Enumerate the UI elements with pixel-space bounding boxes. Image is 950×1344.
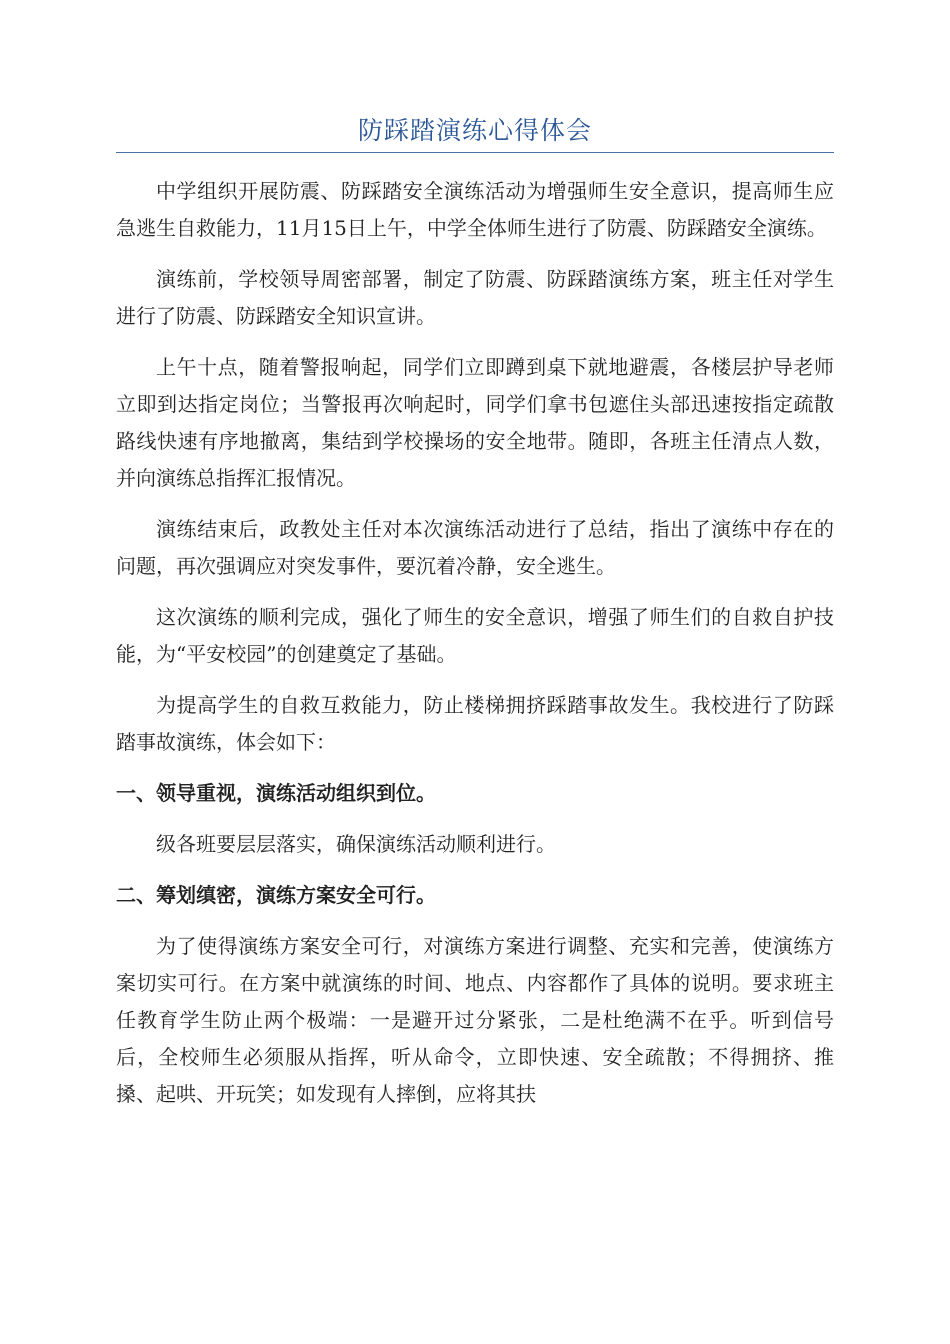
- section-body-1: 级各班要层层落实，确保演练活动顺利进行。: [156, 832, 556, 856]
- section-body-2: 为了使得演练方案安全可行，对演练方案进行调整、充实和完善，使演练方案切实可行。在方案中就演练的时间、地点、内容都作了具体的说明。要求班主任教育学生防止两个极端：一是避开过分紧张，二是杜绝满不在乎。听到信号后，全校师生必须服从指挥，听从命令，立即快速、安全疏散；不得拥挤、推搡、起哄、开玩笑；如发现有人摔倒，应将其扶: [116, 934, 834, 1106]
- paragraph-summary: 演练结束后，政教处主任对本次演练活动进行了总结，指出了演练中存在的问题，再次强调应对突发事件，要沉着冷静，安全逃生。: [116, 517, 834, 578]
- section-heading-1: 一、领导重视，演练活动组织到位。: [116, 781, 436, 805]
- document-title: 防踩踏演练心得体会: [357, 116, 592, 145]
- document-page: [116, 112, 834, 1127]
- paragraph-preparation: 演练前，学校领导周密部署，制定了防震、防踩踏演练方案，班主任对学生进行了防震、防踩踏安全知识宣讲。: [116, 267, 834, 328]
- paragraph-drill-process: 上午十点，随着警报响起，同学们立即蹲到桌下就地避震，各楼层护导老师立即到达指定岗位；当警报再次响起时，同学们拿书包遮住头部迅速按指定疏散路线快速有序地撤离，集结到学校操场的安全地带。随即，各班主任清点人数，并向演练总指挥汇报情况。: [116, 355, 834, 490]
- paragraph-reflection-intro: 为提高学生的自救互救能力，防止楼梯拥挤踩踏事故发生。我校进行了防踩踏事故演练，体会如下：: [116, 693, 834, 754]
- paragraph-intro: 中学组织开展防震、防踩踏安全演练活动为增强师生安全意识，提高师生应急逃生自救能力，11月15日上午，中学全体师生进行了防震、防踩踏安全演练。: [116, 179, 834, 240]
- section-heading-2: 二、筹划缜密，演练方案安全可行。: [116, 883, 436, 907]
- title-underline: [116, 152, 834, 153]
- paragraph-outcome: 这次演练的顺利完成，强化了师生的安全意识，增强了师生们的自救自护技能，为“平安校园”的创建奠定了基础。: [116, 605, 834, 666]
